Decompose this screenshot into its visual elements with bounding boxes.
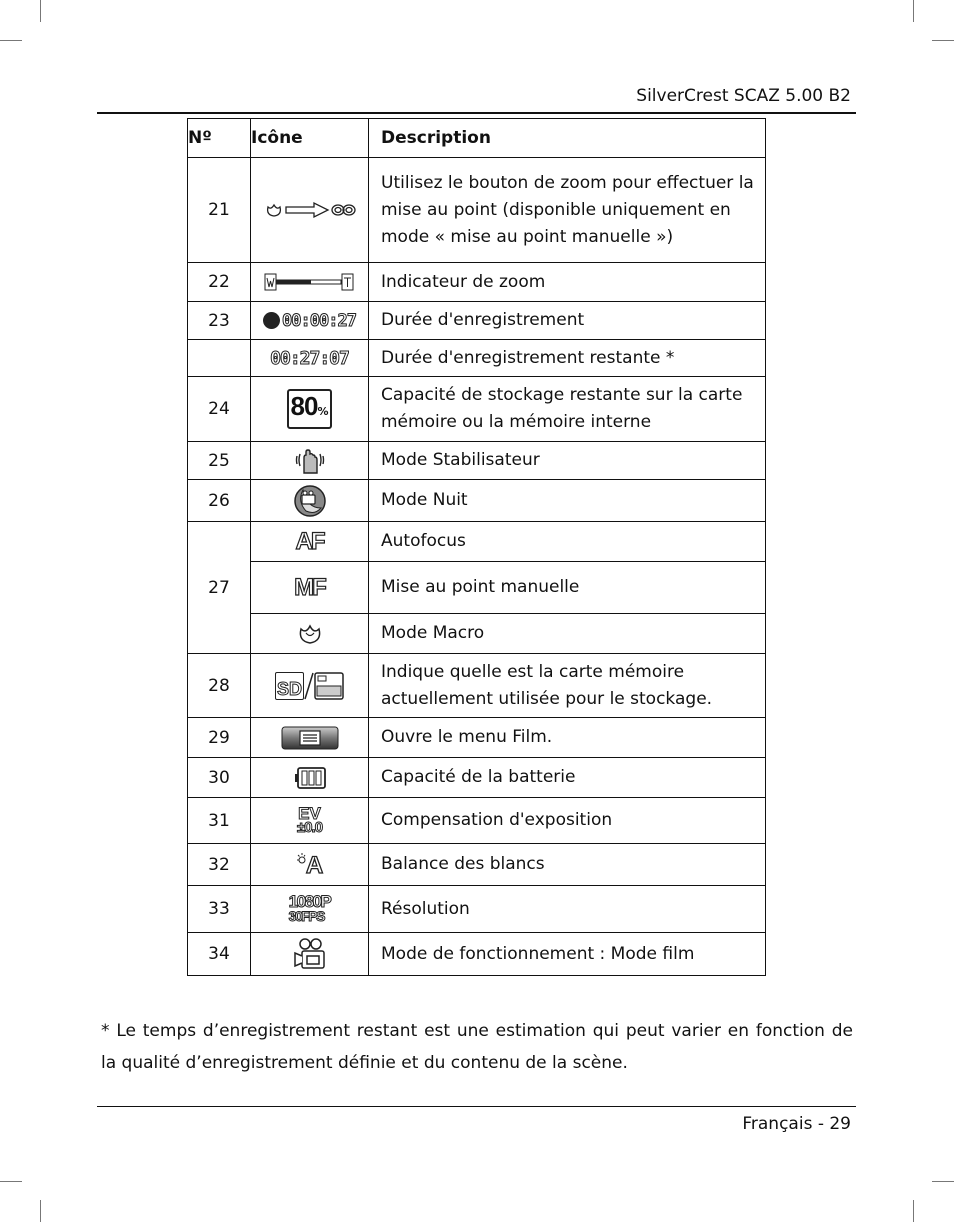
table-row (188, 302, 766, 340)
row-number: 23 (188, 302, 251, 340)
macro-flower-icon (297, 622, 323, 646)
film-camera-icon (293, 937, 327, 971)
row-number: 22 (188, 263, 251, 302)
sd-card-icon: SD (275, 672, 304, 700)
row-description: Mise au point manuelle (369, 562, 766, 614)
remaining-time-value: 00:27:07 (270, 347, 349, 369)
crop-mark (0, 40, 22, 41)
zoom-bar-icon (264, 272, 356, 292)
col-header-icon: Icône (251, 119, 369, 158)
col-header-description: Description (369, 119, 766, 158)
row-number (188, 340, 251, 377)
mf-icon (294, 574, 325, 602)
table-row (188, 718, 766, 758)
footnote: * Le temps d’enregistrement restant est une estimation qui peut varier en fonction de la qualité d’enregistrement définie et du contenu de la scène. (101, 1021, 853, 1073)
row-number: 25 (188, 442, 251, 480)
storage-capacity-value: 80 (290, 391, 318, 421)
white-balance-auto-icon (296, 852, 323, 878)
row-description: Balance des blancs (369, 844, 766, 886)
table-row (188, 480, 766, 522)
resolution-icon (289, 894, 331, 924)
crop-mark (913, 0, 914, 22)
col-header-no: Nº (188, 119, 251, 158)
night-mode-icon (293, 484, 327, 518)
table-row (188, 562, 766, 614)
table-row (188, 886, 766, 933)
crop-mark (932, 1181, 954, 1182)
row-description: Ouvre le menu Film. (369, 718, 766, 758)
crop-mark (0, 1181, 22, 1182)
table-row (188, 263, 766, 302)
row-number: 28 (188, 654, 251, 718)
storage-capacity-unit: % (317, 405, 329, 418)
af-icon-label: AF (295, 527, 324, 555)
footer-rule (97, 1106, 856, 1107)
row-number: 34 (188, 933, 251, 976)
table-row (188, 798, 766, 844)
header-rule (97, 112, 856, 114)
white-balance-auto-label: A (305, 851, 324, 879)
internal-memory-icon (314, 672, 344, 700)
table-row (188, 340, 766, 377)
table-row (188, 614, 766, 654)
header-title: SilverCrest SCAZ 5.00 B2 (636, 86, 851, 106)
af-icon (296, 528, 324, 556)
crop-mark (40, 1200, 41, 1222)
row-description: Résolution (369, 886, 766, 933)
mf-icon-label: MF (294, 573, 325, 601)
storage-capacity-icon (287, 389, 333, 429)
row-number: 26 (188, 480, 251, 522)
crop-mark (932, 40, 954, 41)
row-number: 33 (188, 886, 251, 933)
macro-to-infinity-focus-icon (264, 199, 356, 221)
battery-icon (294, 767, 326, 789)
row-number: 21 (188, 158, 251, 263)
table-row (188, 654, 766, 718)
menu-icon (281, 726, 339, 750)
row-number: 32 (188, 844, 251, 886)
table-row (188, 522, 766, 562)
resolution-icon-label: 1080P (288, 892, 331, 911)
row-description: Indicateur de zoom (369, 263, 766, 302)
table-header-row (188, 119, 766, 158)
exposure-icon-value: ±0.0 (296, 818, 323, 836)
row-description: Mode Nuit (369, 480, 766, 522)
slash-icon (304, 671, 314, 701)
exposure-icon-label: EV (298, 803, 321, 823)
row-description: Mode Stabilisateur (369, 442, 766, 480)
row-number: 27 (188, 522, 251, 654)
table-row (188, 933, 766, 976)
sd-internal-memory-icon (275, 671, 344, 701)
row-description: Autofocus (369, 522, 766, 562)
table-row (188, 158, 766, 263)
row-description: Mode de fonctionnement : Mode film (369, 933, 766, 976)
row-description: Compensation d'exposition (369, 798, 766, 844)
recording-time-icon (263, 311, 356, 331)
sun-icon (296, 852, 306, 878)
row-description: Capacité de la batterie (369, 758, 766, 798)
table-row (188, 377, 766, 442)
exposure-icon (296, 803, 323, 836)
stabilizer-hand-icon (295, 446, 325, 476)
crop-mark (40, 0, 41, 22)
recording-time-value: 00:00:27 (282, 310, 356, 331)
row-description: Capacité de stockage restante sur la carte mémoire ou la mémoire interne (369, 377, 766, 442)
row-description: Utilisez le bouton de zoom pour effectuer la mise au point (disponible uniquement en mode « mise au point manuelle ») (369, 158, 766, 263)
row-description: Durée d'enregistrement restante * (369, 340, 766, 377)
table-row (188, 442, 766, 480)
remaining-time-icon (270, 348, 349, 369)
crop-mark (913, 1200, 914, 1222)
row-description: Indique quelle est la carte mémoire actuellement utilisée pour le stockage. (369, 654, 766, 718)
row-number: 24 (188, 377, 251, 442)
table-row (188, 844, 766, 886)
row-number: 31 (188, 798, 251, 844)
row-description: Durée d'enregistrement (369, 302, 766, 340)
table-row (188, 758, 766, 798)
row-number: 30 (188, 758, 251, 798)
icon-table (187, 118, 766, 976)
page-number: Français - 29 (742, 1114, 851, 1134)
record-dot-icon (263, 312, 280, 329)
row-number: 29 (188, 718, 251, 758)
resolution-icon-fps: 30FPS (288, 908, 324, 924)
row-description: Mode Macro (369, 614, 766, 654)
